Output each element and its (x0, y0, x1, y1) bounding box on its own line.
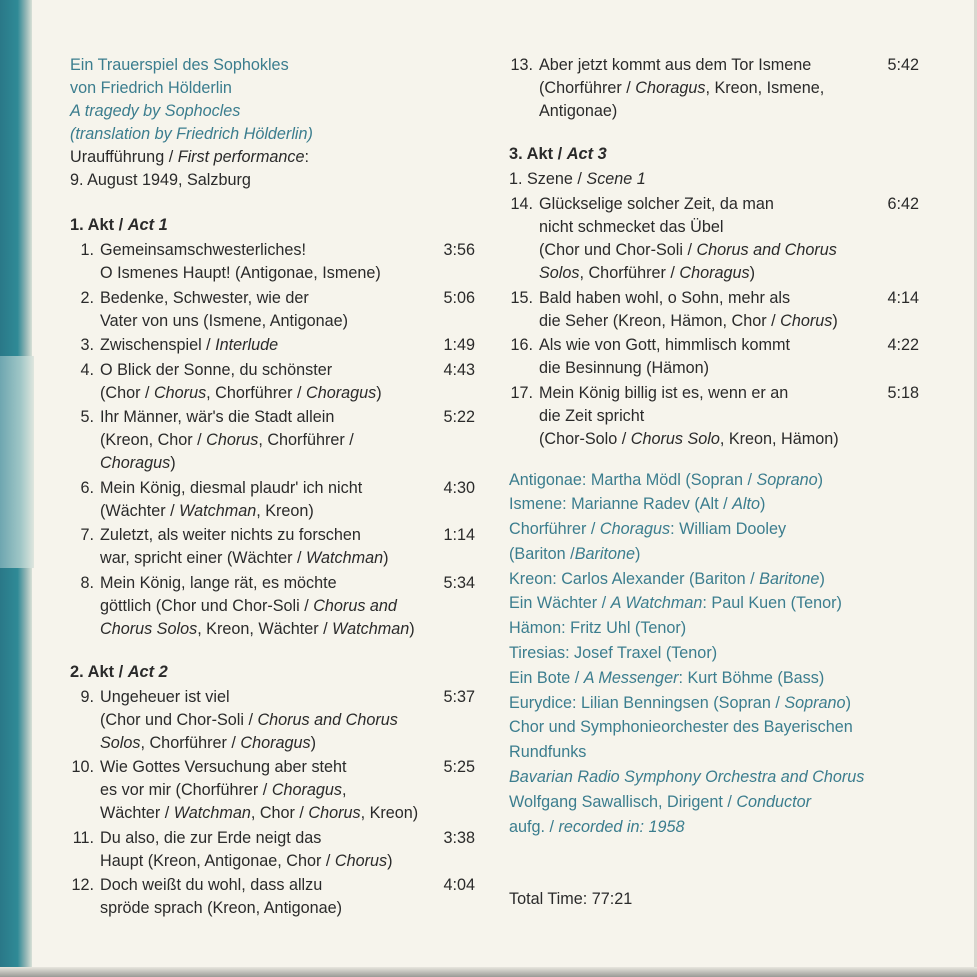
track-duration: 5:42 (887, 56, 919, 74)
text: : Kurt Böhme (Bass) (678, 668, 825, 687)
track-duration: 4:04 (443, 876, 475, 894)
track-title-line (100, 262, 427, 285)
track-title-line (539, 310, 871, 333)
credit-line (509, 543, 919, 566)
text-italic: Choragus (306, 383, 377, 402)
text: ) (819, 569, 825, 588)
track-duration: 5:37 (443, 687, 475, 706)
track-title-line (100, 595, 427, 618)
track-row (70, 756, 475, 825)
track-number: 11. (72, 828, 94, 847)
text: : William Dooley (670, 520, 787, 539)
track-row (70, 874, 475, 920)
credit-line (509, 642, 919, 665)
track-row (70, 827, 475, 873)
text: ) (749, 264, 755, 282)
text: O Blick der Sonne, du schönster (100, 360, 333, 379)
track-title-line (100, 547, 427, 570)
track-row (70, 572, 475, 641)
track-number: 1. (80, 241, 94, 259)
track-duration: 6:42 (887, 195, 919, 213)
scene-label-de: 1. Szene / (509, 170, 587, 188)
text-italic: Chorus (780, 311, 833, 330)
premiere-date: 9. August 1949, Salzburg (70, 171, 251, 189)
track-duration: 1:49 (443, 336, 475, 354)
text-italic: Watchman (173, 804, 251, 822)
text-italic: Conductor (736, 792, 812, 811)
text-italic: A Watchman (610, 594, 703, 613)
track-row (70, 359, 475, 405)
text: ) (845, 693, 851, 712)
text: Antigonae: Martha Mödl (Sopran / (509, 470, 757, 489)
track-title-line (100, 756, 427, 779)
text: (Bariton / (509, 544, 575, 563)
text: , Kreon) (256, 501, 314, 520)
text-italic: Watchman (332, 619, 410, 638)
track-title-line (100, 686, 427, 709)
text: ) (387, 851, 393, 870)
text: ) (760, 495, 766, 514)
track-title-line (539, 334, 871, 357)
act-1-section (70, 214, 475, 641)
text: , Chorführer / (258, 431, 354, 449)
track-number: 4. (80, 360, 94, 379)
track-number: 6. (80, 478, 94, 497)
text: Aber jetzt kommt aus dem Tor Ismene (539, 56, 812, 74)
track-number: 17. (510, 383, 533, 402)
text: , Chorführer / (140, 733, 241, 752)
track-title-line (539, 100, 871, 123)
text: die Besinnung (Hämon) (539, 359, 710, 377)
text: , Chor / (250, 804, 309, 822)
track-title-line (100, 310, 427, 333)
text: Haupt (Kreon, Antigonae, Chor / (100, 851, 335, 870)
act-label-de: 2. Akt / (70, 662, 128, 681)
credit-line (509, 617, 919, 640)
track-title-line (100, 874, 427, 897)
text: : Paul Kuen (Tenor) (702, 594, 842, 613)
text: O Ismenes Haupt! (Antigonae, Ismene) (100, 264, 381, 282)
text-italic: Choragus (679, 264, 750, 282)
text: ) (832, 311, 838, 330)
track-number: 7. (80, 526, 94, 544)
text: Gemeinsamschwesterliches! (100, 241, 307, 259)
credit-line (509, 469, 919, 492)
text-italic: Baritone (759, 569, 820, 588)
text-italic: Soprano (784, 693, 846, 712)
text: Kreon: Carlos Alexander (Bariton / (509, 569, 760, 588)
text-italic: Chorus (308, 804, 361, 822)
text: Rundfunks (509, 743, 587, 762)
text: spröde sprach (Kreon, Antigonae) (100, 899, 343, 917)
track-number: 16. (510, 336, 533, 354)
track-title-line (100, 827, 427, 850)
credit-line (509, 667, 919, 690)
track-title-line (100, 239, 427, 262)
track-title-line (100, 452, 427, 475)
act-heading (70, 661, 475, 684)
text: Zwischenspiel / (100, 336, 216, 354)
track-duration: 4:14 (887, 288, 919, 307)
text: (Chor / (100, 383, 154, 402)
act-label-en: Act 2 (127, 662, 168, 681)
track-title-line (100, 382, 427, 405)
track-row (70, 406, 475, 475)
text: war, spricht einer (Wächter / (100, 549, 307, 567)
credits-block (509, 469, 919, 839)
text: (Chorführer / (539, 79, 636, 97)
track-number: 12. (71, 876, 94, 894)
text-italic: Interlude (215, 336, 279, 354)
text: Mein König billig ist es, wenn er an (539, 383, 789, 402)
track-title-line (100, 850, 427, 873)
text: Eurydice: Lilian Benningsen (Sopran / (509, 693, 785, 712)
translation-en: (translation by Friedrich Hölderlin) (70, 125, 313, 143)
track-number: 14. (510, 195, 533, 213)
text-italic: Bavarian Radio Symphony Orchestra and Chorus (509, 768, 865, 787)
text: Als wie von Gott, himmlisch kommt (539, 336, 790, 354)
premiere-en: First performance (177, 148, 305, 166)
text-italic: Chorus and Chorus (257, 710, 398, 729)
act-3-section (509, 143, 919, 451)
text: Hämon: Fritz Uhl (Tenor) (509, 619, 687, 638)
track-row (70, 334, 475, 357)
text: die Zeit spricht (539, 406, 645, 425)
intro-block (70, 54, 475, 192)
text-italic: Solos (100, 733, 141, 752)
track-row (70, 239, 475, 285)
act-heading (509, 143, 919, 166)
premiere-line (70, 146, 475, 169)
text-italic: Chorus (334, 851, 388, 870)
text: , Kreon, Ismene, (705, 79, 825, 97)
track-title-line (100, 429, 427, 452)
text: ) (310, 733, 316, 752)
text-italic: Chorus (153, 383, 207, 402)
act-label-en: Act 3 (566, 145, 607, 163)
text-italic: Chorus (206, 431, 259, 449)
track-title-line (100, 477, 427, 500)
text: ) (634, 544, 641, 563)
text-italic: Chorus and (313, 596, 397, 615)
track-title-line (100, 802, 427, 825)
text-italic: Choragus (635, 79, 706, 97)
credit-line (509, 692, 919, 715)
text: Vater von uns (Ismene, Antigonae) (100, 311, 349, 330)
text: Ungeheuer ist viel (100, 687, 230, 706)
spine-light-band (0, 356, 34, 568)
track-row (509, 287, 919, 333)
track-title-line (100, 406, 427, 429)
track-number: 9. (80, 687, 94, 706)
credit-line (509, 816, 919, 839)
text: (Wächter / (100, 501, 180, 520)
text: , Kreon, Hämon) (719, 429, 839, 448)
track-duration: 3:56 (443, 241, 475, 259)
track-title-line (100, 897, 427, 920)
text-italic: Chorus Solo (630, 429, 720, 448)
text: göttlich (Chor und Chor-Soli / (100, 596, 314, 615)
text: , (342, 781, 347, 799)
text: (Kreon, Chor / (100, 431, 207, 449)
track-duration: 3:38 (443, 828, 475, 847)
act-2-continued-section (509, 54, 919, 123)
text-italic: Chorus and Chorus (696, 241, 837, 259)
text: Bedenke, Schwester, wie der (100, 288, 309, 307)
text: , Chorführer / (579, 264, 680, 282)
text: Ein Wächter / (509, 594, 611, 613)
track-title-line (539, 54, 871, 77)
text: Glückselige solcher Zeit, da man (539, 195, 774, 213)
text: Ihr Männer, wär's die Stadt allein (100, 408, 335, 426)
act-2-section (70, 661, 475, 921)
track-number: 2. (80, 288, 94, 307)
credit-line (509, 493, 919, 516)
page-bottom-edge (0, 967, 977, 977)
left-column (70, 54, 475, 922)
text: Ismene: Marianne Radev (Alt / (509, 495, 733, 514)
text-italic: recorded in: 1958 (558, 817, 685, 836)
text: ) (817, 470, 824, 489)
text: Doch weißt du wohl, dass allzu (100, 876, 323, 894)
text: ) (376, 383, 382, 402)
text: Mein König, diesmal plaudr' ich nicht (100, 478, 363, 497)
text-italic: Choragus (100, 454, 171, 472)
track-title-line (100, 524, 427, 547)
scene-label-en: Scene 1 (586, 170, 646, 188)
text: , Kreon) (360, 804, 419, 822)
total-time: Total Time: 77:21 (509, 890, 633, 908)
text: (Chor und Chor-Soli / (539, 241, 697, 259)
track-number: 3. (80, 336, 94, 354)
scene-heading (509, 168, 919, 191)
track-duration: 5:18 (887, 383, 919, 402)
track-duration: 5:34 (443, 573, 475, 592)
text-italic: Choragus (599, 520, 671, 539)
credit-line (509, 741, 919, 764)
text: aufg. / (509, 817, 559, 836)
text: ) (383, 549, 389, 567)
title-en: A tragedy by Sophocles (70, 102, 241, 120)
text: es vor mir (Chorführer / (100, 781, 272, 799)
track-title-line (100, 618, 427, 641)
credit-line (509, 791, 919, 814)
track-title-line (100, 500, 427, 523)
track-title-line (539, 428, 871, 451)
credit-line (509, 568, 919, 591)
text: Wolfgang Sawallisch, Dirigent / (509, 792, 737, 811)
track-number: 10. (71, 758, 94, 776)
track-number: 5. (80, 408, 94, 426)
text-italic: Watchman (179, 501, 257, 520)
text: Chorführer / (509, 520, 600, 539)
text: (Chor und Chor-Soli / (100, 710, 258, 729)
track-row (509, 193, 919, 285)
text-italic: Alto (732, 495, 761, 514)
text-italic: A Messenger (583, 668, 679, 687)
credit-line (509, 716, 919, 739)
track-title-line (539, 262, 871, 285)
text: Wie Gottes Versuchung aber steht (100, 758, 347, 776)
author-de: von Friedrich Hölderlin (70, 79, 232, 97)
text-italic: Watchman (306, 549, 384, 567)
track-title-line (539, 216, 871, 239)
track-title-line (539, 239, 871, 262)
track-row (70, 686, 475, 755)
text: Bald haben wohl, o Sohn, mehr als (539, 288, 791, 307)
track-title-line (100, 732, 427, 755)
track-row (70, 477, 475, 523)
text-italic: Solos (539, 264, 580, 282)
track-row (70, 524, 475, 570)
text-italic: Soprano (756, 470, 818, 489)
track-row (70, 287, 475, 333)
track-title-line (100, 572, 427, 595)
text-italic: Choragus (240, 733, 311, 752)
text: Mein König, lange rät, es möchte (100, 573, 337, 592)
title-de: Ein Trauerspiel des Sophokles (70, 56, 289, 74)
text: Wächter / (100, 804, 174, 822)
track-title-line (100, 709, 427, 732)
text: Antigonae) (539, 102, 618, 120)
credit-line (509, 592, 919, 615)
act-label-en: Act 1 (127, 216, 168, 234)
text: ) (170, 454, 176, 472)
premiere-colon: : (304, 148, 310, 166)
track-duration: 5:06 (443, 288, 475, 307)
track-number: 15. (510, 288, 533, 307)
track-title-line (539, 405, 871, 428)
act-label-de: 3. Akt / (509, 145, 567, 163)
track-duration: 1:14 (443, 526, 475, 544)
track-title-line (100, 779, 427, 802)
text: Du also, die zur Erde neigt das (100, 828, 322, 847)
text: nicht schmecket das Übel (539, 218, 724, 236)
text: Zuletzt, als weiter nichts zu forschen (100, 526, 361, 544)
track-row (509, 334, 919, 380)
premiere-de: Uraufführung / (70, 148, 178, 166)
track-duration: 4:43 (443, 360, 475, 379)
track-number: 13. (510, 56, 533, 74)
track-title-line (539, 287, 871, 310)
text: ) (409, 619, 415, 638)
track-row (509, 382, 919, 451)
text-italic: Baritone (574, 544, 635, 563)
track-title-line (539, 77, 871, 100)
act-heading (70, 214, 475, 237)
track-title-line (100, 359, 427, 382)
text: Tiresias: Josef Traxel (Tenor) (509, 644, 718, 663)
act-label-de: 1. Akt / (70, 216, 128, 234)
track-duration: 5:22 (443, 408, 475, 426)
text: (Chor-Solo / (539, 429, 631, 448)
track-title-line (539, 382, 871, 405)
text-italic: Chorus Solos (100, 619, 198, 638)
track-title-line (539, 193, 871, 216)
text: , Kreon, Wächter / (197, 619, 333, 638)
credit-line (509, 766, 919, 789)
right-column (509, 54, 919, 840)
track-duration: 4:22 (887, 336, 919, 354)
credit-line (509, 518, 919, 541)
track-title-line (539, 357, 871, 380)
track-title-line (100, 287, 427, 310)
text: , Chorführer / (206, 383, 307, 402)
track-title-line (100, 334, 427, 357)
track-duration: 4:30 (443, 478, 475, 497)
track-row (509, 54, 919, 123)
text: Ein Bote / (509, 668, 584, 687)
track-number: 8. (80, 573, 94, 592)
text-italic: Choragus (271, 781, 343, 799)
text: die Seher (Kreon, Hämon, Chor / (539, 311, 781, 330)
text: Chor und Symphonieorchester des Bayerischen (509, 718, 853, 737)
track-duration: 5:25 (443, 758, 475, 776)
